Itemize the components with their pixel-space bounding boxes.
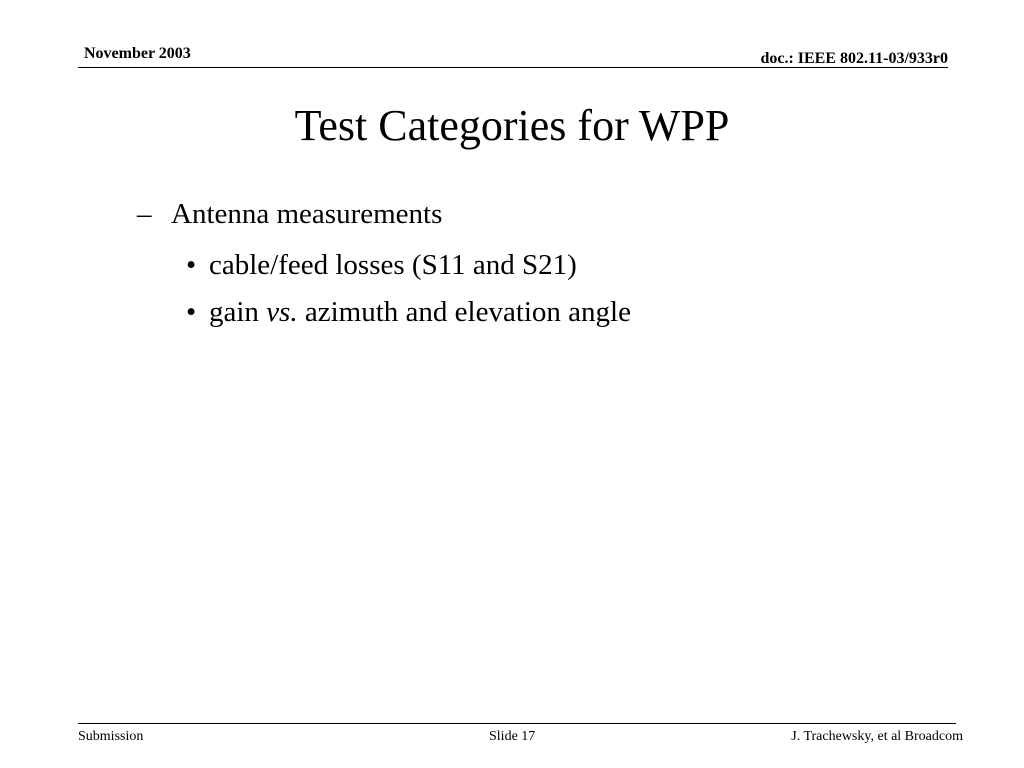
bullet-level2: [186, 249, 577, 282]
header-doc-id: doc.: IEEE 802.11-03/933r0: [760, 50, 948, 67]
footer-slide-number: Slide 17: [489, 729, 536, 744]
bullet-text-part: azimuth and elevation angle: [297, 296, 631, 328]
bullet-marker: •: [186, 296, 197, 328]
bullet-text: Antenna measurements: [171, 198, 443, 230]
slide-title: Test Categories for WPP: [294, 101, 730, 150]
bullet-text-part: gain: [209, 296, 267, 328]
bullet-level1: [137, 198, 442, 231]
footer-author: J. Trachewsky, et al Broadcom: [791, 729, 963, 744]
bullet-text-italic: vs.: [266, 296, 298, 328]
dash-marker: –: [137, 198, 152, 230]
header-date: November 2003: [84, 45, 191, 62]
header-rule: [78, 67, 948, 68]
footer-submission: Submission: [78, 729, 144, 744]
bullet-marker: •: [186, 249, 197, 281]
bullet-text: cable/feed losses (S11 and S21): [209, 249, 577, 281]
footer-rule: [78, 723, 956, 724]
bullet-level2: [186, 296, 631, 329]
